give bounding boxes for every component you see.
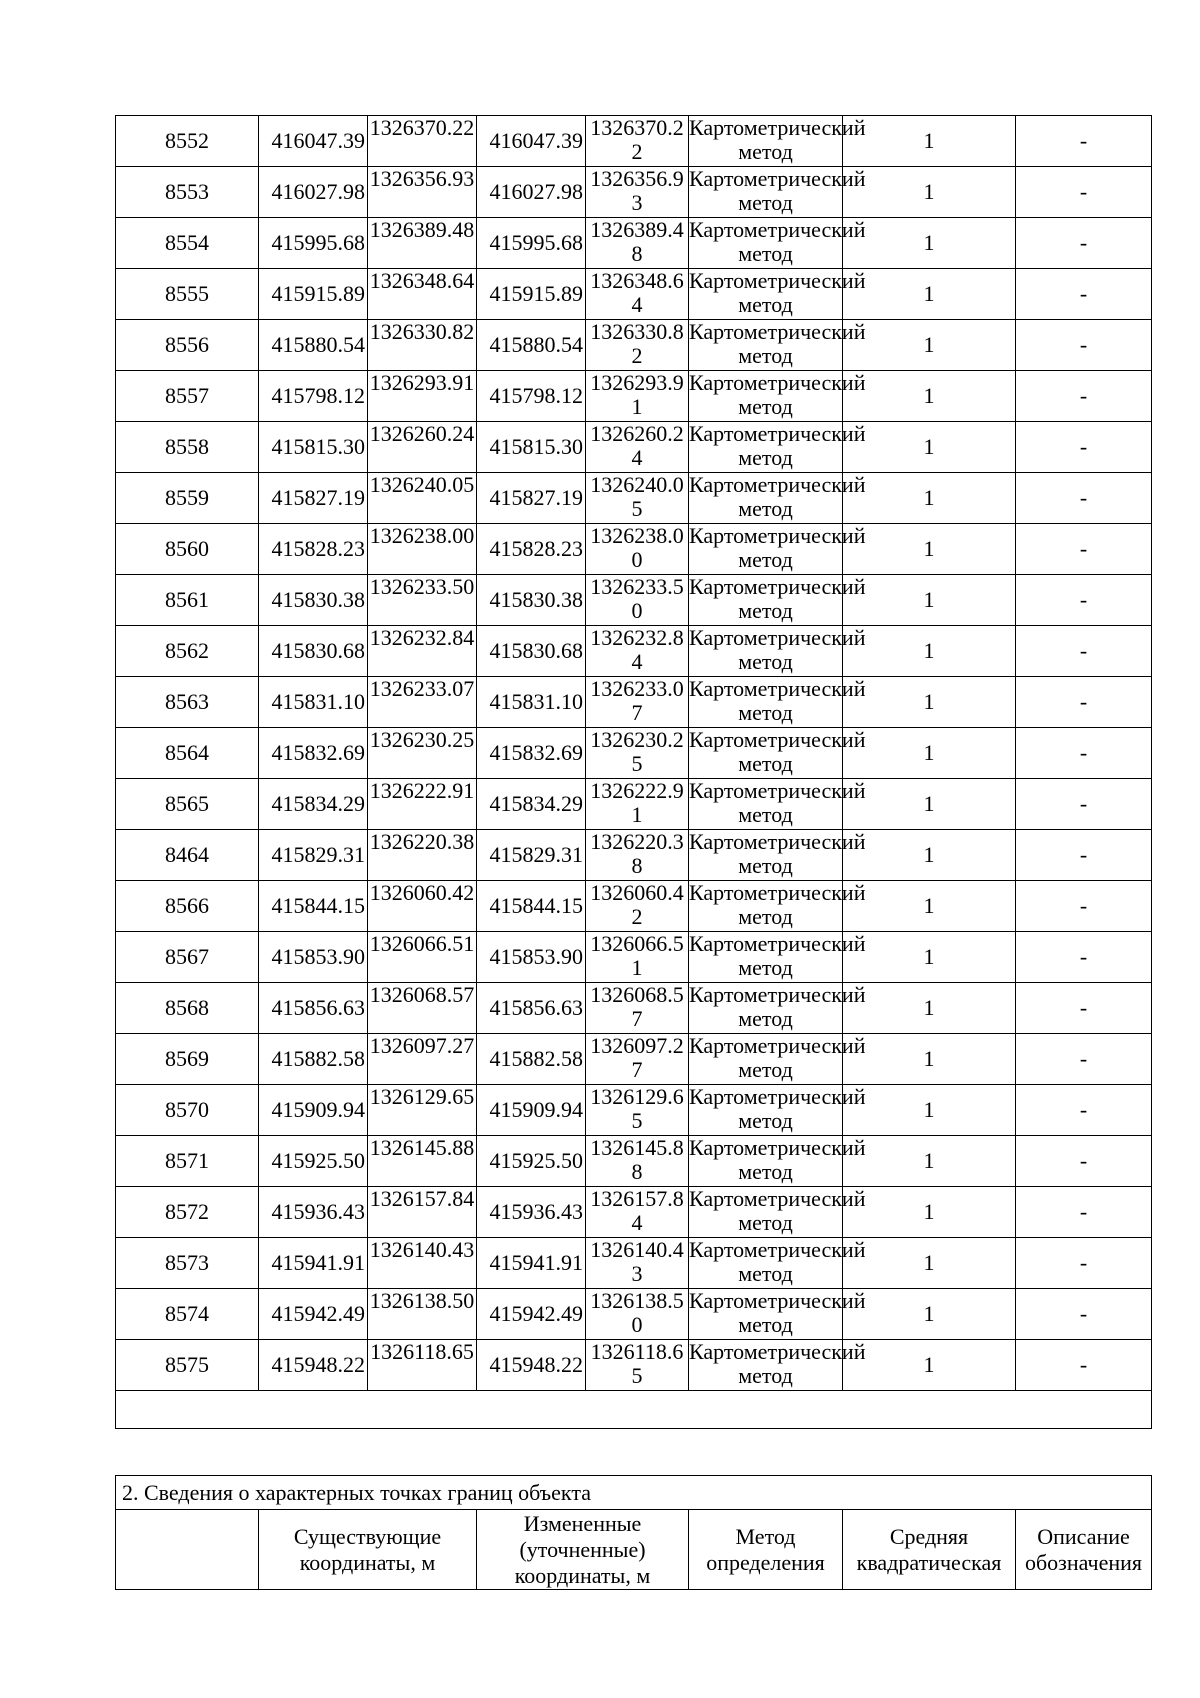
point-number-cell: 8562 [116, 626, 259, 677]
changed-y-cell: 1326240.05 [586, 473, 689, 524]
table-row [116, 473, 1152, 524]
changed-x-cell: 415925.50 [477, 1136, 586, 1187]
description-cell: - [1016, 524, 1152, 575]
point-number-cell: 8565 [116, 779, 259, 830]
existing-x-cell: 415856.63 [259, 983, 368, 1034]
description-cell: - [1016, 983, 1152, 1034]
method-cell: Картометрический метод [689, 932, 843, 983]
table-row [116, 1238, 1152, 1289]
header-existing-coordinates: Существующие координаты, м [259, 1510, 477, 1590]
changed-y-cell: 1326145.88 [586, 1136, 689, 1187]
existing-x-cell: 415880.54 [259, 320, 368, 371]
existing-y-cell: 1326240.05 [368, 473, 477, 524]
accuracy-cell: 1 [843, 269, 1016, 320]
header-point-number [116, 1510, 259, 1590]
method-cell: Картометрический метод [689, 1340, 843, 1391]
method-cell: Картометрический метод [689, 575, 843, 626]
changed-x-cell: 415936.43 [477, 1187, 586, 1238]
point-number-cell: 8556 [116, 320, 259, 371]
existing-y-cell: 1326138.50 [368, 1289, 477, 1340]
existing-x-cell: 415948.22 [259, 1340, 368, 1391]
changed-x-cell: 415831.10 [477, 677, 586, 728]
existing-y-cell: 1326068.57 [368, 983, 477, 1034]
method-cell: Картометрический метод [689, 1289, 843, 1340]
existing-x-cell: 415941.91 [259, 1238, 368, 1289]
section-header-row [116, 1510, 1152, 1590]
empty-row [116, 1391, 1152, 1429]
existing-x-cell: 415827.19 [259, 473, 368, 524]
existing-y-cell: 1326222.91 [368, 779, 477, 830]
changed-y-cell: 1326389.48 [586, 218, 689, 269]
accuracy-cell: 1 [843, 728, 1016, 779]
existing-y-cell: 1326260.24 [368, 422, 477, 473]
description-cell: - [1016, 1136, 1152, 1187]
point-number-cell: 8571 [116, 1136, 259, 1187]
changed-y-cell: 1326348.64 [586, 269, 689, 320]
existing-y-cell: 1326097.27 [368, 1034, 477, 1085]
table-row [116, 1034, 1152, 1085]
description-cell: - [1016, 473, 1152, 524]
accuracy-cell: 1 [843, 626, 1016, 677]
changed-x-cell: 415830.68 [477, 626, 586, 677]
accuracy-cell: 1 [843, 371, 1016, 422]
description-cell: - [1016, 422, 1152, 473]
existing-x-cell: 415828.23 [259, 524, 368, 575]
existing-y-cell: 1326330.82 [368, 320, 477, 371]
empty-cell [116, 1391, 1152, 1429]
description-cell: - [1016, 830, 1152, 881]
section-2-header-table [115, 1475, 1152, 1590]
method-cell: Картометрический метод [689, 320, 843, 371]
point-number-cell: 8572 [116, 1187, 259, 1238]
table-row [116, 218, 1152, 269]
accuracy-cell: 1 [843, 422, 1016, 473]
description-cell: - [1016, 1187, 1152, 1238]
method-cell: Картометрический метод [689, 1085, 843, 1136]
method-cell: Картометрический метод [689, 116, 843, 167]
method-cell: Картометрический метод [689, 983, 843, 1034]
table-row [116, 932, 1152, 983]
accuracy-cell: 1 [843, 830, 1016, 881]
table-row [116, 422, 1152, 473]
method-cell: Картометрический метод [689, 677, 843, 728]
description-cell: - [1016, 167, 1152, 218]
existing-y-cell: 1326389.48 [368, 218, 477, 269]
accuracy-cell: 1 [843, 1136, 1016, 1187]
changed-x-cell: 415995.68 [477, 218, 586, 269]
changed-x-cell: 415844.15 [477, 881, 586, 932]
table-row [116, 983, 1152, 1034]
accuracy-cell: 1 [843, 167, 1016, 218]
changed-y-cell: 1326293.91 [586, 371, 689, 422]
existing-x-cell: 415853.90 [259, 932, 368, 983]
accuracy-cell: 1 [843, 473, 1016, 524]
existing-y-cell: 1326157.84 [368, 1187, 477, 1238]
changed-y-cell: 1326230.25 [586, 728, 689, 779]
method-cell: Картометрический метод [689, 269, 843, 320]
method-cell: Картометрический метод [689, 779, 843, 830]
table-row [116, 1340, 1152, 1391]
method-cell: Картометрический метод [689, 1034, 843, 1085]
existing-y-cell: 1326230.25 [368, 728, 477, 779]
point-number-cell: 8558 [116, 422, 259, 473]
description-cell: - [1016, 881, 1152, 932]
point-number-cell: 8464 [116, 830, 259, 881]
point-number-cell: 8563 [116, 677, 259, 728]
existing-x-cell: 415995.68 [259, 218, 368, 269]
changed-x-cell: 415834.29 [477, 779, 586, 830]
changed-y-cell: 1326118.65 [586, 1340, 689, 1391]
existing-x-cell: 415915.89 [259, 269, 368, 320]
existing-x-cell: 415832.69 [259, 728, 368, 779]
accuracy-cell: 1 [843, 320, 1016, 371]
changed-y-cell: 1326330.82 [586, 320, 689, 371]
changed-y-cell: 1326060.42 [586, 881, 689, 932]
existing-y-cell: 1326220.38 [368, 830, 477, 881]
existing-y-cell: 1326348.64 [368, 269, 477, 320]
existing-y-cell: 1326233.07 [368, 677, 477, 728]
existing-x-cell: 415815.30 [259, 422, 368, 473]
changed-y-cell: 1326233.50 [586, 575, 689, 626]
table-row [116, 1187, 1152, 1238]
point-number-cell: 8555 [116, 269, 259, 320]
table-row [116, 830, 1152, 881]
existing-y-cell: 1326140.43 [368, 1238, 477, 1289]
existing-x-cell: 415834.29 [259, 779, 368, 830]
point-number-cell: 8569 [116, 1034, 259, 1085]
changed-x-cell: 415941.91 [477, 1238, 586, 1289]
description-cell: - [1016, 1340, 1152, 1391]
coordinates-table-body [116, 116, 1152, 1429]
method-cell: Картометрический метод [689, 218, 843, 269]
existing-x-cell: 415831.10 [259, 677, 368, 728]
changed-y-cell: 1326138.50 [586, 1289, 689, 1340]
existing-y-cell: 1326145.88 [368, 1136, 477, 1187]
existing-x-cell: 415925.50 [259, 1136, 368, 1187]
table-row [116, 269, 1152, 320]
changed-x-cell: 415909.94 [477, 1085, 586, 1136]
changed-y-cell: 1326233.07 [586, 677, 689, 728]
existing-x-cell: 415829.31 [259, 830, 368, 881]
existing-x-cell: 415882.58 [259, 1034, 368, 1085]
changed-x-cell: 415827.19 [477, 473, 586, 524]
point-number-cell: 8553 [116, 167, 259, 218]
changed-y-cell: 1326238.00 [586, 524, 689, 575]
coordinates-table [115, 115, 1152, 1429]
existing-y-cell: 1326129.65 [368, 1085, 477, 1136]
changed-y-cell: 1326232.84 [586, 626, 689, 677]
section-title: 2. Сведения о характерных точках границ объекта [116, 1476, 1152, 1510]
point-number-cell: 8570 [116, 1085, 259, 1136]
point-number-cell: 8566 [116, 881, 259, 932]
method-cell: Картометрический метод [689, 524, 843, 575]
description-cell: - [1016, 677, 1152, 728]
changed-x-cell: 415882.58 [477, 1034, 586, 1085]
table-row [116, 524, 1152, 575]
accuracy-cell: 1 [843, 1238, 1016, 1289]
existing-x-cell: 415936.43 [259, 1187, 368, 1238]
changed-y-cell: 1326140.43 [586, 1238, 689, 1289]
point-number-cell: 8575 [116, 1340, 259, 1391]
table-row [116, 677, 1152, 728]
existing-x-cell: 416027.98 [259, 167, 368, 218]
existing-y-cell: 1326233.50 [368, 575, 477, 626]
changed-x-cell: 415856.63 [477, 983, 586, 1034]
method-cell: Картометрический метод [689, 167, 843, 218]
table-row [116, 371, 1152, 422]
description-cell: - [1016, 269, 1152, 320]
accuracy-cell: 1 [843, 1187, 1016, 1238]
table-row [116, 728, 1152, 779]
table-row [116, 167, 1152, 218]
accuracy-cell: 1 [843, 677, 1016, 728]
point-number-cell: 8573 [116, 1238, 259, 1289]
description-cell: - [1016, 1034, 1152, 1085]
changed-y-cell: 1326068.57 [586, 983, 689, 1034]
table-row [116, 881, 1152, 932]
changed-x-cell: 415942.49 [477, 1289, 586, 1340]
changed-y-cell: 1326066.51 [586, 932, 689, 983]
table-row [116, 1136, 1152, 1187]
point-number-cell: 8554 [116, 218, 259, 269]
changed-x-cell: 416027.98 [477, 167, 586, 218]
method-cell: Картометрический метод [689, 830, 843, 881]
section-title-row [116, 1476, 1152, 1510]
changed-y-cell: 1326157.84 [586, 1187, 689, 1238]
method-cell: Картометрический метод [689, 626, 843, 677]
changed-y-cell: 1326260.24 [586, 422, 689, 473]
header-description: Описание обозначения [1016, 1510, 1152, 1590]
changed-y-cell: 1326129.65 [586, 1085, 689, 1136]
existing-y-cell: 1326370.22 [368, 116, 477, 167]
table-row [116, 779, 1152, 830]
table-row [116, 626, 1152, 677]
header-method: Метод определения [689, 1510, 843, 1590]
accuracy-cell: 1 [843, 779, 1016, 830]
existing-x-cell: 415844.15 [259, 881, 368, 932]
changed-y-cell: 1326220.38 [586, 830, 689, 881]
table-row [116, 1289, 1152, 1340]
method-cell: Картометрический метод [689, 1187, 843, 1238]
changed-x-cell: 415829.31 [477, 830, 586, 881]
accuracy-cell: 1 [843, 1289, 1016, 1340]
changed-x-cell: 415815.30 [477, 422, 586, 473]
description-cell: - [1016, 932, 1152, 983]
existing-x-cell: 415830.68 [259, 626, 368, 677]
changed-x-cell: 415798.12 [477, 371, 586, 422]
point-number-cell: 8568 [116, 983, 259, 1034]
table-row [116, 1085, 1152, 1136]
description-cell: - [1016, 779, 1152, 830]
existing-y-cell: 1326066.51 [368, 932, 477, 983]
accuracy-cell: 1 [843, 1085, 1016, 1136]
changed-x-cell: 415832.69 [477, 728, 586, 779]
existing-y-cell: 1326118.65 [368, 1340, 477, 1391]
method-cell: Картометрический метод [689, 728, 843, 779]
existing-y-cell: 1326238.00 [368, 524, 477, 575]
method-cell: Картометрический метод [689, 881, 843, 932]
point-number-cell: 8567 [116, 932, 259, 983]
changed-x-cell: 415830.38 [477, 575, 586, 626]
existing-x-cell: 415909.94 [259, 1085, 368, 1136]
changed-y-cell: 1326356.93 [586, 167, 689, 218]
point-number-cell: 8559 [116, 473, 259, 524]
description-cell: - [1016, 1289, 1152, 1340]
description-cell: - [1016, 116, 1152, 167]
changed-x-cell: 415880.54 [477, 320, 586, 371]
point-number-cell: 8564 [116, 728, 259, 779]
description-cell: - [1016, 1238, 1152, 1289]
existing-x-cell: 415830.38 [259, 575, 368, 626]
accuracy-cell: 1 [843, 116, 1016, 167]
description-cell: - [1016, 575, 1152, 626]
point-number-cell: 8561 [116, 575, 259, 626]
accuracy-cell: 1 [843, 1034, 1016, 1085]
changed-x-cell: 415853.90 [477, 932, 586, 983]
accuracy-cell: 1 [843, 218, 1016, 269]
description-cell: - [1016, 626, 1152, 677]
existing-x-cell: 415942.49 [259, 1289, 368, 1340]
changed-x-cell: 415915.89 [477, 269, 586, 320]
changed-y-cell: 1326370.22 [586, 116, 689, 167]
point-number-cell: 8560 [116, 524, 259, 575]
method-cell: Картометрический метод [689, 1238, 843, 1289]
description-cell: - [1016, 1085, 1152, 1136]
accuracy-cell: 1 [843, 932, 1016, 983]
existing-y-cell: 1326356.93 [368, 167, 477, 218]
method-cell: Картометрический метод [689, 473, 843, 524]
changed-y-cell: 1326222.91 [586, 779, 689, 830]
changed-x-cell: 415828.23 [477, 524, 586, 575]
header-accuracy: Средняя квадратическая [843, 1510, 1016, 1590]
accuracy-cell: 1 [843, 1340, 1016, 1391]
accuracy-cell: 1 [843, 881, 1016, 932]
description-cell: - [1016, 728, 1152, 779]
point-number-cell: 8557 [116, 371, 259, 422]
changed-x-cell: 416047.39 [477, 116, 586, 167]
accuracy-cell: 1 [843, 983, 1016, 1034]
existing-x-cell: 416047.39 [259, 116, 368, 167]
method-cell: Картометрический метод [689, 422, 843, 473]
existing-y-cell: 1326232.84 [368, 626, 477, 677]
existing-x-cell: 415798.12 [259, 371, 368, 422]
changed-x-cell: 415948.22 [477, 1340, 586, 1391]
method-cell: Картометрический метод [689, 371, 843, 422]
changed-y-cell: 1326097.27 [586, 1034, 689, 1085]
method-cell: Картометрический метод [689, 1136, 843, 1187]
table-row [116, 575, 1152, 626]
accuracy-cell: 1 [843, 524, 1016, 575]
description-cell: - [1016, 218, 1152, 269]
existing-y-cell: 1326293.91 [368, 371, 477, 422]
existing-y-cell: 1326060.42 [368, 881, 477, 932]
point-number-cell: 8574 [116, 1289, 259, 1340]
point-number-cell: 8552 [116, 116, 259, 167]
table-row [116, 116, 1152, 167]
description-cell: - [1016, 371, 1152, 422]
header-changed-coordinates: Измененные (уточненные) координаты, м [477, 1510, 689, 1590]
accuracy-cell: 1 [843, 575, 1016, 626]
table-row [116, 320, 1152, 371]
description-cell: - [1016, 320, 1152, 371]
